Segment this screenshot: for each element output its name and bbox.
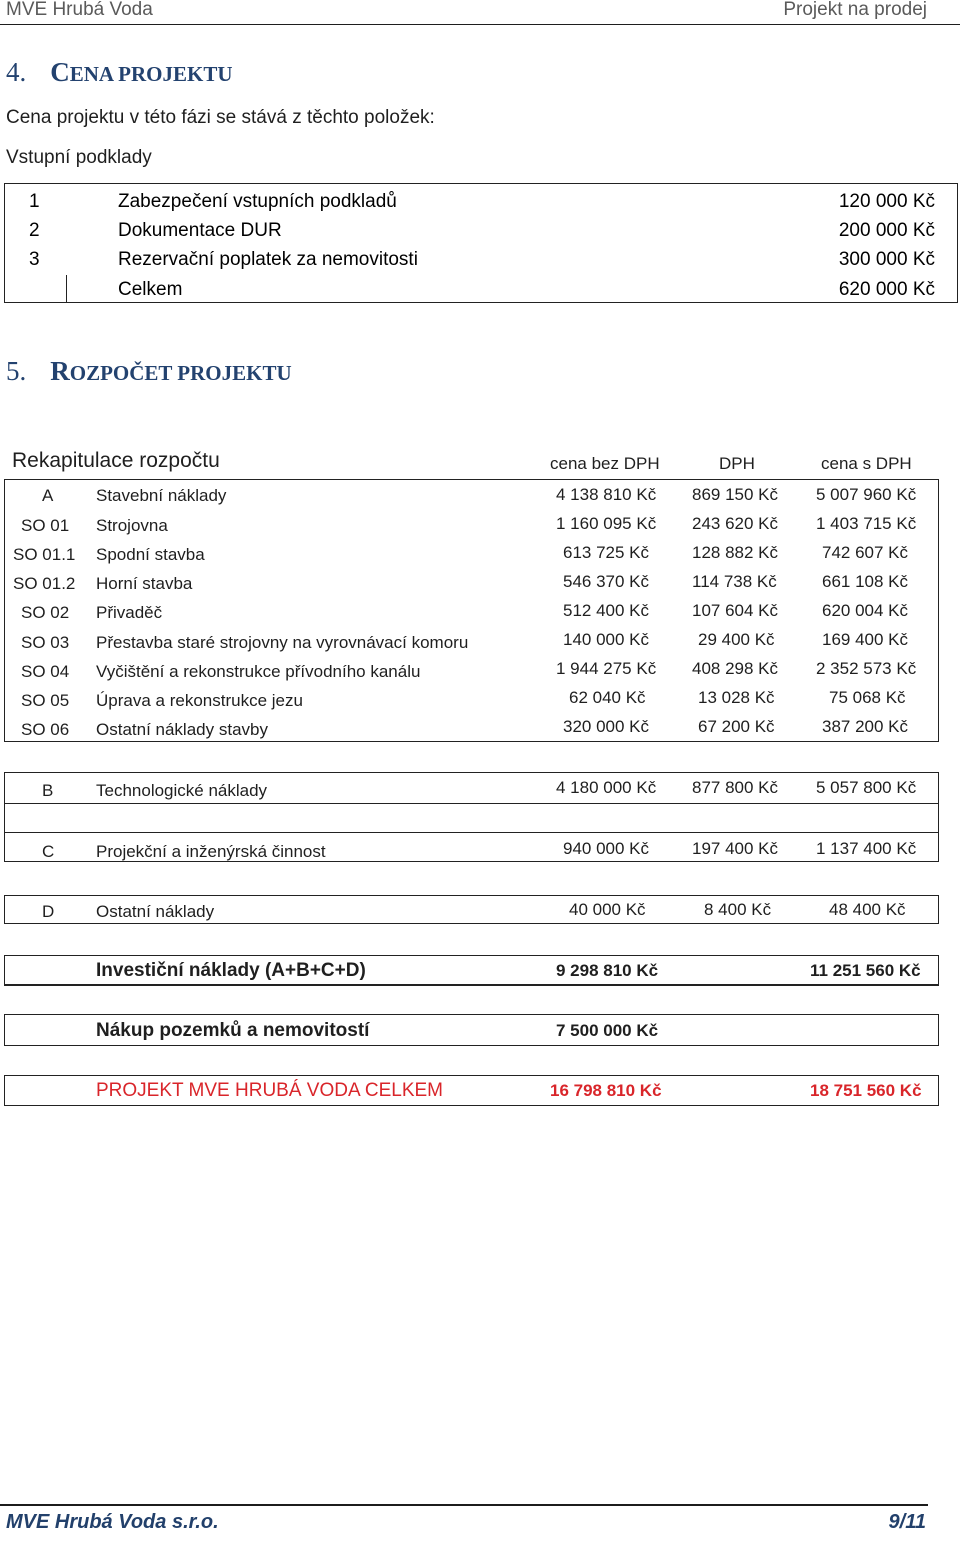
budget-recap-title: Rekapitulace rozpočtu [12, 449, 220, 472]
investment-net: 9 298 810 Kč [556, 961, 659, 980]
row-name: Strojovna [96, 516, 168, 535]
item-name: Rezervační poplatek za nemovitosti [118, 249, 418, 270]
item-number: 2 [29, 220, 40, 241]
page-header [0, 0, 960, 25]
c-gross: 1 137 400 Kč [816, 839, 917, 858]
row-name: Přivaděč [96, 603, 163, 622]
row-name: Vyčištění a rekonstrukce přívodního kanálu [96, 662, 421, 681]
row-vat: 869 150 Kč [692, 485, 779, 504]
section-4-intro: Cena projektu v této fázi se stává z těchto položek: [6, 107, 435, 128]
footer-company: MVE Hrubá Voda s.r.o. [6, 1511, 219, 1533]
row-code: SO 05 [21, 691, 70, 710]
table-row [5, 215, 957, 244]
row-net: 1 160 095 Kč [556, 514, 657, 533]
column-header-gross: cena s DPH [821, 454, 912, 473]
row-net: 1 944 275 Kč [556, 659, 657, 678]
row-gross: 5 007 960 Kč [816, 485, 917, 504]
row-net: 4 138 810 Kč [556, 485, 657, 504]
project-total-net: 16 798 810 Kč [550, 1081, 662, 1100]
row-name: Ostatní náklady stavby [96, 720, 268, 739]
table-row [5, 186, 957, 215]
column-header-vat: DPH [719, 454, 755, 473]
row-vat: 128 882 Kč [692, 543, 779, 562]
section-5-title-rest: OZPOČET PROJEKTU [69, 361, 292, 385]
item-name: Zabezpečení vstupních podkladů [118, 191, 397, 212]
row-gross: 1 403 715 Kč [816, 514, 917, 533]
b-vat: 877 800 Kč [692, 778, 779, 797]
item-name: Dokumentace DUR [118, 220, 282, 241]
land-name: Nákup pozemků a nemovitostí [96, 1020, 370, 1041]
row-gross: 620 004 Kč [822, 601, 909, 620]
c-code: C [42, 842, 55, 861]
total-price: 620 000 Kč [838, 279, 935, 300]
row-net: 613 725 Kč [563, 543, 650, 562]
row-gross: 169 400 Kč [822, 630, 909, 649]
c-vat: 197 400 Kč [692, 839, 779, 858]
section-5-title-initial: R [50, 356, 70, 386]
section-5-number: 5. [6, 356, 27, 386]
b-gross: 5 057 800 Kč [816, 778, 917, 797]
section-4-title-rest: ENA PROJEKTU [69, 62, 233, 86]
row-vat: 408 298 Kč [692, 659, 779, 678]
row-net: 512 400 Kč [563, 601, 650, 620]
item-price: 200 000 Kč [838, 220, 935, 241]
item-number: 3 [29, 249, 40, 270]
d-net: 40 000 Kč [569, 900, 646, 919]
row-net: 320 000 Kč [563, 717, 650, 736]
column-header-net: cena bez DPH [550, 454, 660, 473]
section-4-heading [6, 57, 233, 88]
investment-gross: 11 251 560 Kč [810, 961, 921, 980]
d-name: Ostatní náklady [96, 902, 215, 921]
row-gross: 661 108 Kč [822, 572, 909, 591]
b-name: Technologické náklady [96, 781, 268, 800]
row-vat: 29 400 Kč [698, 630, 775, 649]
d-code: D [42, 902, 55, 921]
table-row [5, 244, 957, 273]
row-gross: 75 068 Kč [829, 688, 906, 707]
row-name: Úprava a rekonstrukce jezu [96, 691, 303, 710]
item-number: 1 [29, 191, 40, 212]
d-vat: 8 400 Kč [704, 900, 772, 919]
table-total-row [5, 274, 957, 303]
row-code: SO 02 [21, 603, 70, 622]
row-vat: 13 028 Kč [698, 688, 775, 707]
footer-page-number: 9/11 [888, 1511, 926, 1533]
row-vat: 243 620 Kč [692, 514, 779, 533]
row-code: SO 03 [21, 633, 70, 652]
row-code: SO 06 [21, 720, 70, 739]
row-code: SO 01.2 [13, 574, 76, 593]
land-net: 7 500 000 Kč [556, 1021, 659, 1040]
section-4-subheading: Vstupní podklady [6, 147, 152, 168]
row-gross: 742 607 Kč [822, 543, 909, 562]
row-vat: 107 604 Kč [692, 601, 779, 620]
header-document-type: Projekt na prodej [783, 0, 927, 20]
row-name: Přestavba staré strojovny na vyrovnávací komoru [96, 633, 469, 652]
b-code: B [42, 781, 54, 800]
item-price: 120 000 Kč [838, 191, 935, 212]
header-project-name: MVE Hrubá Voda [6, 0, 153, 20]
row-vat: 67 200 Kč [698, 717, 775, 736]
row-net: 62 040 Kč [569, 688, 646, 707]
section-5-heading [6, 356, 292, 387]
row-net: 140 000 Kč [563, 630, 650, 649]
row-code: SO 01 [21, 516, 70, 535]
project-total-name: PROJEKT MVE HRUBÁ VODA CELKEM [96, 1080, 444, 1101]
row-name: Spodní stavba [96, 545, 205, 564]
project-total-gross: 18 751 560 Kč [810, 1081, 922, 1100]
c-name: Projekční a inženýrská činnost [96, 842, 326, 861]
section-4-number: 4. [6, 57, 27, 87]
row-code: A [42, 486, 54, 505]
row-code: SO 04 [21, 662, 70, 681]
row-name: Horní stavba [96, 574, 193, 593]
row-gross: 387 200 Kč [822, 717, 909, 736]
section-4-title-initial: C [50, 57, 70, 87]
footer-line [0, 1504, 928, 1506]
row-gross: 2 352 573 Kč [816, 659, 917, 678]
box-divider [5, 803, 938, 804]
row-net: 546 370 Kč [563, 572, 650, 591]
investment-name: Investiční náklady (A+B+C+D) [96, 960, 366, 981]
row-code: SO 01.1 [13, 545, 76, 564]
d-gross: 48 400 Kč [829, 900, 906, 919]
b-net: 4 180 000 Kč [556, 778, 657, 797]
input-documents-table [4, 183, 958, 303]
total-label: Celkem [118, 279, 183, 300]
row-name: Stavební náklady [96, 486, 227, 505]
item-price: 300 000 Kč [838, 249, 935, 270]
row-vat: 114 738 Kč [692, 572, 777, 591]
c-net: 940 000 Kč [563, 839, 650, 858]
